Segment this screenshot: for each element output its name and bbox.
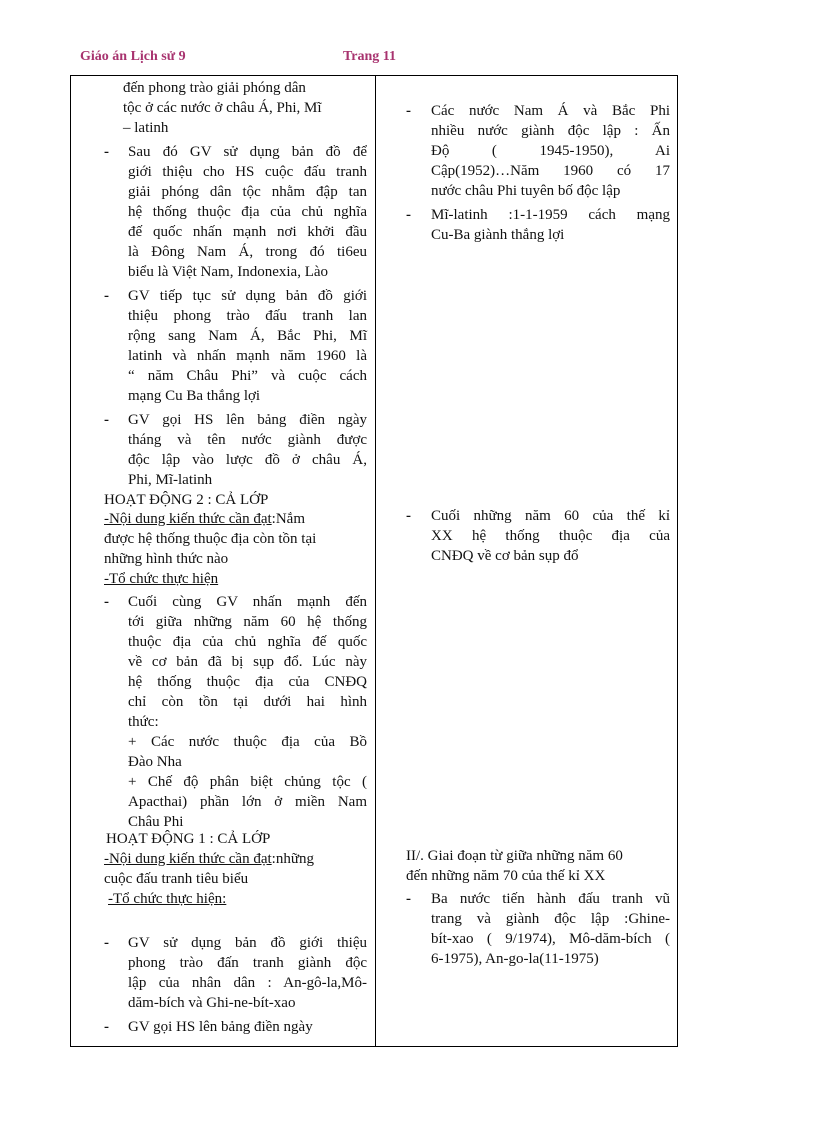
section-title: đến những năm 70 của thế kỉ XX bbox=[406, 868, 606, 884]
text-line: những hình thức nào bbox=[104, 551, 229, 567]
text-line: Cuối cùng GV nhấn mạnh đến bbox=[128, 594, 367, 610]
text-line: độc lập vào lược đồ ở châu Á, bbox=[128, 452, 367, 468]
text-line: CNĐQ về cơ bản sụp đổ bbox=[431, 548, 579, 564]
text-line: 6-1975), An-go-la(11-1975) bbox=[431, 951, 599, 967]
bullet-dash: - bbox=[104, 594, 109, 610]
text-line: Mĩ-latinh :1-1-1959 cách mạng bbox=[431, 207, 670, 223]
text-line: latinh và nhấn mạnh năm 1960 là bbox=[128, 348, 367, 364]
text-line: nhiều nước giành độc lập : Ấn bbox=[431, 123, 670, 139]
section-title: II/. Giai đoạn từ giữa những năm 60 bbox=[406, 848, 623, 864]
text-line: đến phong trào giải phóng dân bbox=[123, 80, 306, 96]
text-line: lập của nhân dân : An-gô-la,Mô- bbox=[128, 975, 367, 991]
text-line: chỉ còn tồn tại dưới hai hình bbox=[128, 694, 367, 710]
bullet-dash: - bbox=[104, 288, 109, 304]
text-line: giải phóng dân tộc nhằm đập tan bbox=[128, 184, 367, 200]
text-line: Các nước Nam Á và Bắc Phi bbox=[431, 103, 670, 119]
text-line: GV tiếp tục sử dụng bản đồ giới bbox=[128, 288, 367, 304]
text-line: mạng Cu Ba thắng lợi bbox=[128, 388, 261, 404]
text-line: đế quốc nhấn mạnh nơi khởi đầu bbox=[128, 224, 367, 240]
bullet-dash: - bbox=[406, 891, 411, 907]
bullet-dash: - bbox=[104, 935, 109, 951]
content-label-rest: :Nắm bbox=[271, 511, 305, 527]
text-line: Phi, Mĩ-latinh bbox=[128, 472, 213, 488]
bullet-dash: - bbox=[406, 508, 411, 524]
text-line: Apacthai) phần lớn ở miền Nam bbox=[128, 794, 367, 810]
text-line: trang và giành độc lập :Ghine- bbox=[431, 911, 670, 927]
text-line: Cu-Ba giành thắng lợi bbox=[431, 227, 565, 243]
text-line: biểu là Việt Nam, Indonexia, Lào bbox=[128, 264, 329, 280]
text-line: GV sử dụng bản đồ giới thiệu bbox=[128, 935, 367, 951]
text-line: bít-xao ( 9/1974), Mô-dăm-bích ( bbox=[431, 931, 670, 947]
activity-2-organization-heading: -Tổ chức thực hiện bbox=[104, 571, 219, 587]
lesson-table bbox=[70, 75, 678, 1047]
activity-1-title: HOẠT ĐỘNG 1 : CẢ LỚP bbox=[106, 831, 271, 847]
text-line: thức: bbox=[128, 714, 159, 730]
text-line: hệ thống thuộc địa của CNĐQ bbox=[128, 674, 367, 690]
bullet-dash: - bbox=[406, 103, 411, 119]
text-line: XX hệ thống thuộc địa của bbox=[431, 528, 670, 544]
activity-1-organization-heading: -Tổ chức thực hiện: bbox=[108, 891, 227, 907]
bullet-dash: - bbox=[406, 207, 411, 223]
content-label-rest: :những bbox=[271, 851, 314, 867]
text-line: thuộc địa của chủ nghĩa đế quốc bbox=[128, 634, 367, 650]
text-line: thiệu phong trào đấu tranh lan bbox=[128, 308, 367, 324]
text-line: tới giữa những năm 60 hệ thống bbox=[128, 614, 367, 630]
bullet-dash: - bbox=[104, 144, 109, 160]
text-line: + Chế độ phân biệt chủng tộc ( bbox=[128, 774, 367, 790]
text-line: Châu Phi bbox=[128, 814, 184, 830]
bullet-dash: - bbox=[104, 1019, 109, 1035]
text-line: được hệ thống thuộc địa còn tồn tại bbox=[104, 531, 317, 547]
header-page-number: Trang 11 bbox=[343, 49, 397, 64]
text-line: tháng và tên nước giành được bbox=[128, 432, 367, 448]
text-line: giới thiệu cho HS cuộc đấu tranh bbox=[128, 164, 367, 180]
text-line: – latinh bbox=[123, 120, 169, 136]
text-line: GV gọi HS lên bảng điền ngày bbox=[128, 1019, 313, 1035]
text-line: GV gọi HS lên bảng điền ngày bbox=[128, 412, 367, 428]
text-line: là Đông Nam Á, trong đó ti6eu bbox=[128, 244, 367, 260]
text-line: Ba nước tiến hành đấu tranh vũ bbox=[431, 891, 670, 907]
activity-1-content-heading bbox=[104, 849, 314, 869]
text-line: tộc ở các nước ở châu Á, Phi, Mĩ bbox=[123, 100, 322, 116]
text-line: Độ ( 1945-1950), Ai bbox=[431, 143, 670, 159]
text-line: dăm-bích và Ghi-ne-bít-xao bbox=[128, 995, 296, 1011]
column-divider bbox=[375, 76, 376, 1046]
activity-2-title: HOẠT ĐỘNG 2 : CẢ LỚP bbox=[104, 492, 269, 508]
text-line: phong trào đấn tranh giành độc bbox=[128, 955, 367, 971]
content-label: -Nội dung kiến thức cần đạt bbox=[104, 511, 272, 527]
activity-2-content-heading bbox=[104, 509, 305, 529]
text-line: Sau đó GV sử dụng bản đồ để bbox=[128, 144, 367, 160]
text-line: + Các nước thuộc địa của Bồ bbox=[128, 734, 367, 750]
text-line: cuộc đấu tranh tiêu biểu bbox=[104, 871, 249, 887]
text-line: về cơ bản đã bị sụp đổ. Lúc này bbox=[128, 654, 367, 670]
text-line: rộng sang Nam Á, Bắc Phi, Mĩ bbox=[128, 328, 367, 344]
text-line: hệ thống thuộc địa của chủ nghĩa bbox=[128, 204, 367, 220]
text-line: Cuối những năm 60 của thế kỉ bbox=[431, 508, 670, 524]
text-line: “ năm Châu Phi” và cuộc cách bbox=[128, 368, 367, 384]
text-line: Đào Nha bbox=[128, 754, 182, 770]
bullet-dash: - bbox=[104, 412, 109, 428]
content-label: -Nội dung kiến thức cần đạt bbox=[104, 851, 272, 867]
text-line: nước châu Phi tuyên bố độc lập bbox=[431, 183, 621, 199]
header-subject: Giáo án Lịch sử 9 bbox=[80, 49, 186, 64]
page-header bbox=[80, 49, 680, 69]
text-line: Cập(1952)…Năm 1960 có 17 bbox=[431, 163, 670, 179]
